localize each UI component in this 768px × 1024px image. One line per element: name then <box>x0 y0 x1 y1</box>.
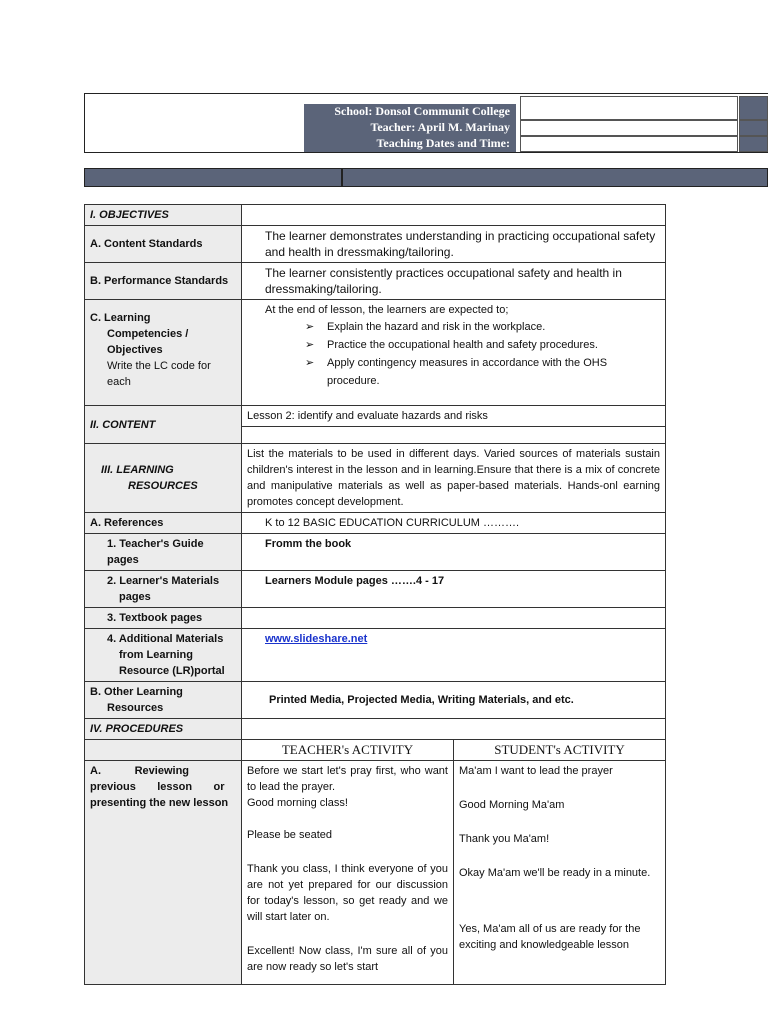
content-value: Lesson 2: identify and evaluate hazards and risks <box>242 406 666 427</box>
student-line: Thank you Ma'am! <box>459 833 550 845</box>
other-resources-value: Printed Media, Projected Media, Writing Materials, and etc. <box>242 682 666 719</box>
student-line: Ma'am I want to lead the prayer <box>459 765 613 777</box>
school-field <box>520 96 738 120</box>
other-resources-label-line-1: B. Other Learning <box>90 686 183 698</box>
competencies-label-line-4: Write the LC code for <box>107 360 211 372</box>
school-label: School: <box>334 104 373 118</box>
learners-materials-label <box>85 571 242 608</box>
objectives-row <box>85 205 666 226</box>
step-a-row <box>85 761 666 985</box>
step-a-label-line-1: A. Reviewing <box>90 765 190 777</box>
references-label: A. References <box>85 513 242 534</box>
teacher-line: Before we start let's pray first, who want to lead the prayer. <box>247 765 448 793</box>
additional-materials-label <box>85 629 242 682</box>
competencies-label-line-5: each <box>107 376 131 388</box>
student-line: Good Morning Ma'am <box>459 799 565 811</box>
student-line: Yes, Ma'am all of us are ready for the exciting and knowledgeable lesson <box>459 923 641 951</box>
step-a-label <box>85 761 242 985</box>
additional-materials-label-line-2: from Learning <box>119 649 193 661</box>
procedures-row <box>85 719 666 740</box>
content-title: II. CONTENT <box>85 406 242 444</box>
competencies-value <box>242 300 666 406</box>
resources-title-line-2: RESOURCES <box>128 480 198 492</box>
textbook-label: 3. Textbook pages <box>85 608 242 629</box>
resources-row <box>85 444 666 513</box>
teachers-guide-value: Fromm the book <box>242 534 666 571</box>
references-row <box>85 513 666 534</box>
dates-field <box>520 136 738 152</box>
section-bar-left <box>84 168 342 187</box>
teacher-label: Teacher: <box>370 120 416 134</box>
school-value: Donsol Communit College <box>375 104 510 118</box>
content-standards-value: The learner demonstrates understanding in practicing occupational safety and health in dressmaking/tailoring. <box>242 226 666 263</box>
other-resources-label <box>85 682 242 719</box>
other-resources-label-line-2: Resources <box>107 702 164 714</box>
textbook-row <box>85 608 666 629</box>
teacher-line: Please be seated <box>247 829 333 841</box>
teachers-guide-label: 1. Teacher's Guide pages <box>85 534 242 571</box>
other-resources-row <box>85 682 666 719</box>
teacher-row <box>304 120 516 136</box>
teacher-field <box>520 120 738 136</box>
competencies-label-line-1: C. Learning <box>90 312 151 324</box>
teacher-activity-cell <box>242 761 454 985</box>
section-bar-right <box>342 168 768 187</box>
competencies-label-line-2: Competencies / <box>107 328 189 340</box>
content-standards-row <box>85 226 666 263</box>
learners-materials-row <box>85 571 666 608</box>
objectives-title: I. OBJECTIVES <box>85 205 242 226</box>
competencies-row <box>85 300 666 406</box>
content-row-1 <box>85 406 666 427</box>
competencies-label-line-3: Objectives <box>107 344 163 356</box>
school-row <box>304 104 516 120</box>
teacher-line: Excellent! Now class, I'm sure all of you are now ready so let's start <box>247 945 448 973</box>
learners-materials-label-line-1: 2. Learner's Materials <box>107 575 220 587</box>
step-a-label-line-2: previous lesson or <box>90 781 225 793</box>
header-cell-right-3 <box>739 136 768 152</box>
learners-materials-value: Learners Module pages …….4 - 17 <box>242 571 666 608</box>
activity-header-row <box>85 740 666 761</box>
content-standards-label: A. Content Standards <box>85 226 242 263</box>
resources-value: List the materials to be used in different days. Varied sources of materials sustain children's interest in the lesson and in learning.Ensure that there is a mix of concrete and manipulative materials as well as paper-based materials. Hands-onl earning promotes concept development. <box>242 444 666 513</box>
additional-materials-row <box>85 629 666 682</box>
dates-row <box>304 136 516 152</box>
resources-title <box>85 444 242 513</box>
header-cell-right-1 <box>739 96 768 120</box>
competency-item: ➢ Apply contingency measures in accordance with the OHS procedure. <box>305 354 660 390</box>
procedures-title: IV. PROCEDURES <box>85 719 242 740</box>
references-value: K to 12 BASIC EDUCATION CURRICULUM ………. <box>242 513 666 534</box>
student-activity-cell <box>454 761 666 985</box>
competencies-intro: At the end of lesson, the learners are expected to; <box>265 304 509 316</box>
learners-materials-label-line-2: pages <box>119 591 151 603</box>
additional-materials-label-line-1: 4. Additional Materials <box>107 633 224 645</box>
student-line: Okay Ma'am we'll be ready in a minute. <box>459 867 651 879</box>
competency-item: ➢ Practice the occupational health and safety procedures. <box>305 336 660 354</box>
performance-standards-row <box>85 263 666 300</box>
teacher-line: Good morning class! <box>247 797 348 809</box>
teacher-activity-header: TEACHER's ACTIVITY <box>242 740 454 761</box>
slideshare-link[interactable]: www.slideshare.net <box>265 633 368 645</box>
teachers-guide-row <box>85 534 666 571</box>
step-a-label-line-3: presenting the new lesson <box>90 797 229 809</box>
additional-materials-label-line-3: Resource (LR)portal <box>119 665 225 677</box>
teacher-line: Thank you class, I think everyone of you are not yet prepared for our discussion for today's lesson, so get ready and we will start later on. <box>247 863 448 923</box>
teacher-value: April M. Marinay <box>417 120 510 134</box>
competencies-label <box>85 300 242 406</box>
lesson-plan-table <box>84 204 666 985</box>
competency-item: ➢ Explain the hazard and risk in the workplace. <box>305 318 660 336</box>
performance-standards-value: The learner consistently practices occupational safety and health in dressmaking/tailoring. <box>242 263 666 300</box>
dates-label: Teaching Dates and Time: <box>376 136 510 150</box>
resources-title-line-1: III. LEARNING <box>101 464 174 476</box>
performance-standards-label: B. Performance Standards <box>85 263 242 300</box>
competencies-list <box>265 318 660 390</box>
student-activity-header: STUDENT's ACTIVITY <box>454 740 666 761</box>
header-cell-right-2 <box>739 120 768 136</box>
